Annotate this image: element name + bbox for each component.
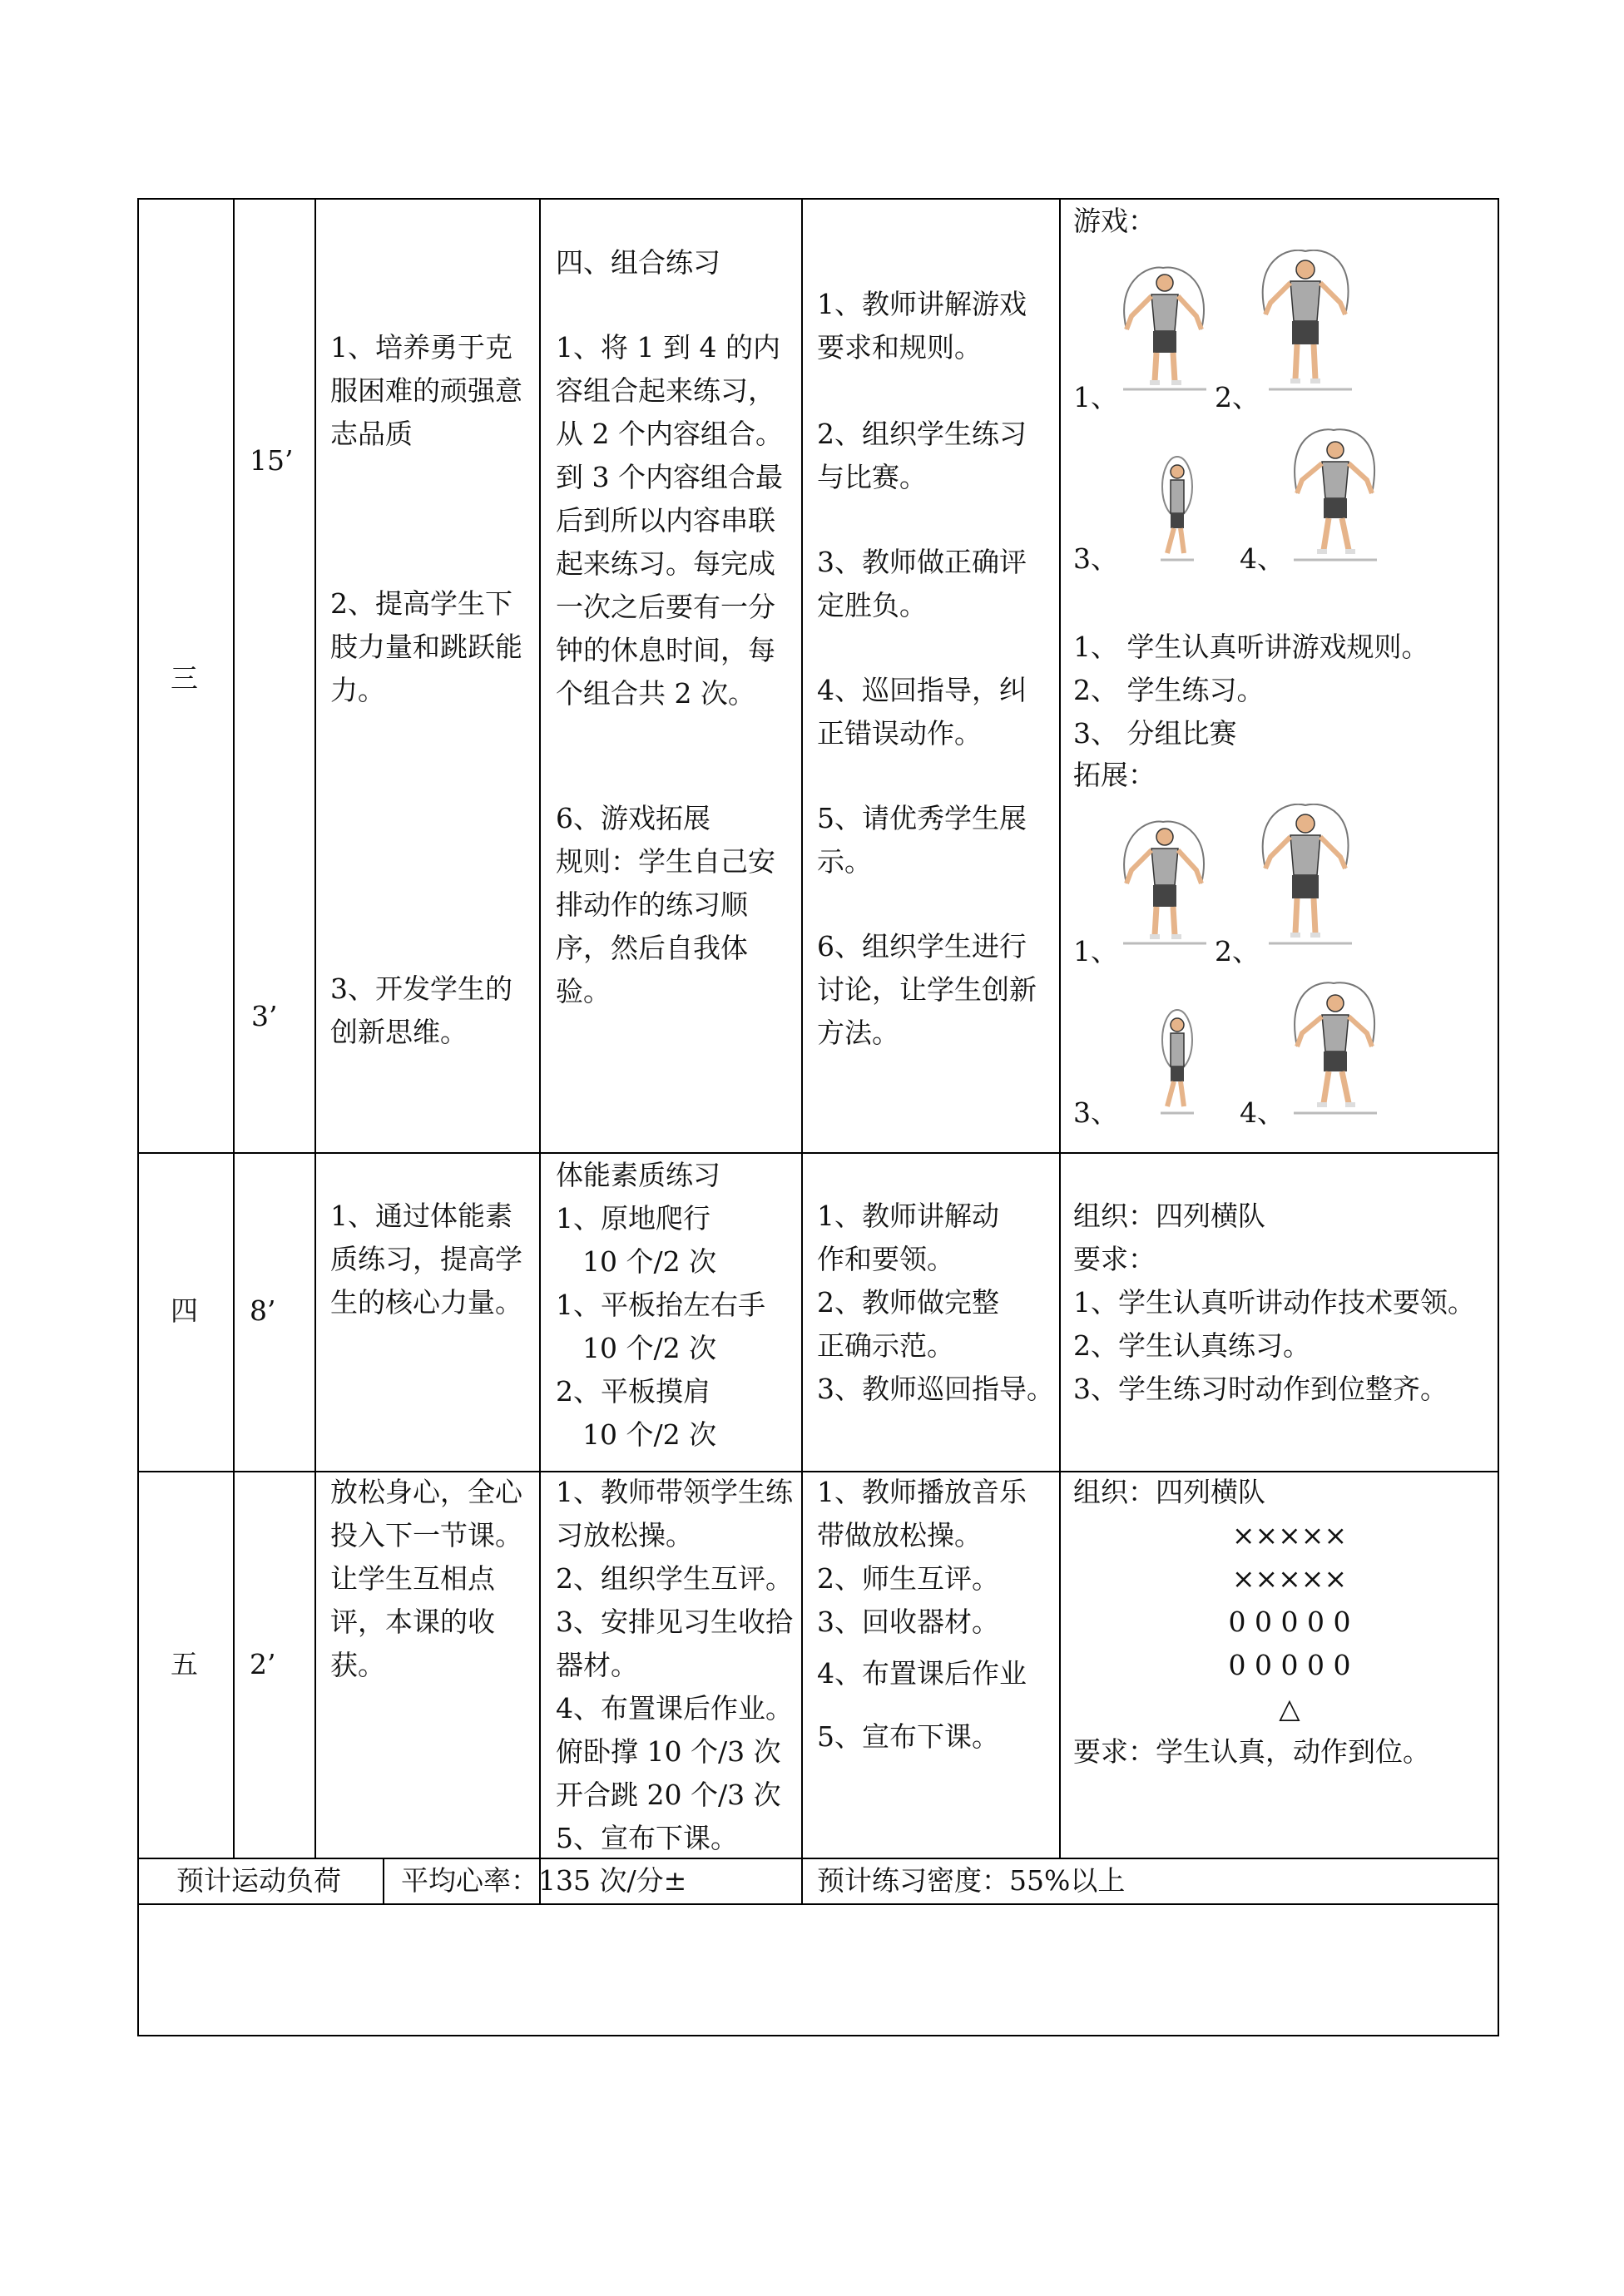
section3-content-item6-title: 6、游戏拓展 xyxy=(556,802,710,834)
ext-jump-rope-figure-4 xyxy=(1285,982,1385,1123)
ext-jump-rope-figure-1 xyxy=(1115,819,1215,952)
section3-part: 三 xyxy=(171,662,198,695)
section5-teacher-0: 1、教师播放音乐带做放松操。 xyxy=(817,1476,1027,1551)
fig-label-3: 3、 xyxy=(1073,542,1118,575)
section3-goal-1: 1、培养勇于克服困难的顽强意志品质 xyxy=(330,331,522,450)
section3-org-ext-title: 拓展： xyxy=(1073,759,1156,791)
col-divider-part-time xyxy=(233,198,235,1859)
fig-label-1: 1、 xyxy=(1073,381,1118,413)
section4-teacher-3: 3、教师巡回指导。 xyxy=(817,1373,1054,1405)
section5-content-6: 5、宣布下课。 xyxy=(556,1822,738,1854)
section4-org-1: 要求： xyxy=(1073,1243,1156,1275)
table-border-left xyxy=(137,198,139,2036)
section3-teacher-1: 1、教师讲解游戏要求和规则。 xyxy=(817,288,1027,364)
ext-fig-label-3: 3、 xyxy=(1073,1096,1118,1129)
section3-teacher-5: 5、请优秀学生展示。 xyxy=(817,802,1027,878)
section3-time1: 15’ xyxy=(250,444,294,477)
section4-content-0: 体能素质练习 xyxy=(556,1159,720,1191)
ext-fig-label-2: 2、 xyxy=(1215,935,1260,967)
jump-rope-figure-4 xyxy=(1285,428,1385,570)
section3-teacher-3: 3、教师做正确评定胜负。 xyxy=(817,546,1027,621)
formation-row-2: ××××× xyxy=(1231,1562,1348,1595)
fig-label-2: 2、 xyxy=(1215,381,1260,413)
formation-row-4: 0 0 0 0 0 xyxy=(1228,1649,1351,1681)
col-divider-goal-content xyxy=(539,198,541,1905)
section4-content-1: 1、原地爬行 xyxy=(556,1202,710,1235)
formation-row-3: 0 0 0 0 0 xyxy=(1228,1606,1351,1638)
section4-time: 8’ xyxy=(250,1294,276,1327)
section5-org-req: 要求：学生认真，动作到位。 xyxy=(1073,1735,1430,1768)
formation-row-1: ××××× xyxy=(1231,1519,1348,1551)
table-border-right xyxy=(1498,198,1499,2036)
section3-content-item1: 1、将 1 到 4 的内容组合起来练习，从 2 个内容组合。到 3 个内容组合最后到所以内容串联起来练习。每完成一次之后要有一分钟的休息时间，每个组合共 2 次。 xyxy=(556,331,783,710)
section4-content-6: 10 个/2 次 xyxy=(582,1418,717,1451)
section5-content-5: 开合跳 20 个/3 次 xyxy=(556,1779,781,1811)
section3-org-game-title: 游戏： xyxy=(1073,205,1156,237)
footer-load-label: 预计运动负荷 xyxy=(176,1864,341,1897)
section5-content-3: 4、布置课后作业。 xyxy=(556,1692,793,1724)
section4-part: 四 xyxy=(171,1294,198,1327)
section5-time: 2’ xyxy=(250,1648,276,1680)
section4-teacher-2: 2、教师做完整正确示范。 xyxy=(817,1286,999,1362)
footer-density: 预计练习密度：55%以上 xyxy=(817,1864,1126,1897)
section3-content-title: 四、组合练习 xyxy=(556,246,720,279)
section4-content-2: 10 个/2 次 xyxy=(582,1245,717,1278)
section3-goal-3: 3、开发学生的创新思维。 xyxy=(330,972,512,1048)
col-divider-teacher-org xyxy=(1059,198,1061,1859)
section5-content-0: 1、教师带领学生练习放松操。 xyxy=(556,1476,793,1551)
section5-content-4: 俯卧撑 10 个/3 次 xyxy=(556,1735,781,1768)
section3-time2: 3’ xyxy=(251,1000,278,1032)
col-divider-content-teacher xyxy=(801,198,803,1905)
section3-student-3: 3、 分组比赛 xyxy=(1073,717,1237,750)
jump-rope-figure-1 xyxy=(1115,265,1215,398)
section3-student-2: 2、 学生练习。 xyxy=(1073,674,1265,706)
section3-teacher-4: 4、巡回指导，纠正错误动作。 xyxy=(817,674,1027,750)
section5-content-2: 3、安排见习生收拾器材。 xyxy=(556,1606,793,1681)
section3-teacher-2: 2、组织学生练习与比赛。 xyxy=(817,418,1027,493)
jump-rope-figure-2 xyxy=(1252,250,1360,399)
ext-jump-rope-figure-3 xyxy=(1152,1007,1202,1123)
row-divider-3-4 xyxy=(137,1152,1499,1154)
section5-teacher-4: 5、宣布下课。 xyxy=(817,1720,999,1753)
section5-goal: 放松身心，全心投入下一节课。让学生互相点评，本课的收获。 xyxy=(330,1476,522,1681)
col-divider-time-goal xyxy=(314,198,316,1859)
section3-content-item6-rule: 规则：学生自己安排动作的练习顺序，然后自我体验。 xyxy=(556,845,775,1007)
footer-heart-rate: 平均心率：135 次/分± xyxy=(401,1864,687,1897)
ext-fig-label-4: 4、 xyxy=(1240,1096,1285,1129)
section4-content-5: 2、平板摸肩 xyxy=(556,1375,710,1408)
section3-goal-2: 2、提高学生下肢力量和跳跃能力。 xyxy=(330,587,522,706)
section4-org-4: 3、学生练习时动作到位整齐。 xyxy=(1073,1373,1448,1405)
section4-org-2: 1、学生认真听讲动作技术要领。 xyxy=(1073,1286,1475,1319)
section4-org-0: 组织：四列横队 xyxy=(1073,1200,1265,1232)
col-divider-footer-load xyxy=(383,1858,384,1905)
jump-rope-figure-3 xyxy=(1152,453,1202,570)
section4-org-3: 2、学生认真练习。 xyxy=(1073,1329,1310,1362)
table-border-top xyxy=(137,198,1499,200)
section4-content-4: 10 个/2 次 xyxy=(582,1332,717,1364)
fig-label-4: 4、 xyxy=(1240,542,1285,575)
section5-part: 五 xyxy=(171,1648,198,1680)
section5-teacher-2: 3、回收器材。 xyxy=(817,1606,999,1638)
section3-teacher-6: 6、组织学生进行讨论，让学生创新方法。 xyxy=(817,930,1037,1049)
row-divider-footer-notes xyxy=(137,1903,1499,1905)
table-border-bottom xyxy=(137,2035,1499,2036)
ext-jump-rope-figure-2 xyxy=(1252,804,1360,953)
section5-content-1: 2、组织学生互评。 xyxy=(556,1562,793,1595)
section4-teacher-1: 1、教师讲解动作和要领。 xyxy=(817,1200,999,1275)
section4-content-3: 1、平板抬左右手 xyxy=(556,1289,765,1321)
section5-org-title: 组织：四列横队 xyxy=(1073,1476,1265,1508)
section4-goal: 1、通过体能素质练习，提高学生的核心力量。 xyxy=(330,1200,522,1319)
section5-teacher-1: 2、师生互评。 xyxy=(817,1562,999,1595)
formation-teacher-triangle: △ xyxy=(1279,1692,1300,1724)
ext-fig-label-1: 1、 xyxy=(1073,935,1118,967)
section5-teacher-3: 4、布置课后作业 xyxy=(817,1657,1027,1690)
section3-student-1: 1、 学生认真听讲游戏规则。 xyxy=(1073,631,1429,663)
